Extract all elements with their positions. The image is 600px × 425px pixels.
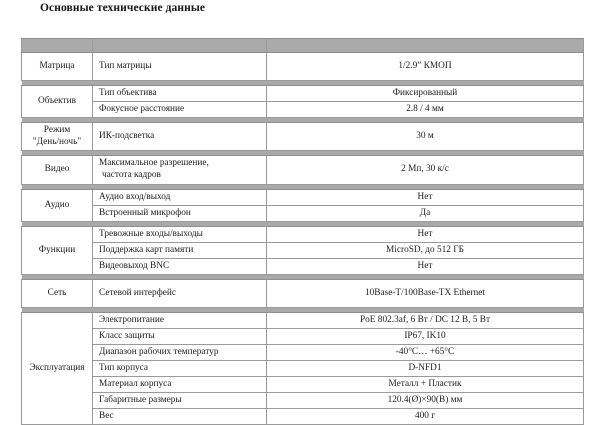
parameter-name-line: Поддержка карт памяти [99,244,194,255]
group-name-line: Эксплуатация [29,362,85,373]
parameter-name-line: Материал корпуса [99,378,172,389]
parameter-name-cell [93,280,267,308]
parameter-name-line: Тип объектива [99,87,157,98]
table-row [22,243,584,259]
table-row [22,227,584,243]
group-name-line: Режим [43,125,71,136]
parameter-name-line: Электропитание [99,314,164,325]
parameter-name-cell [93,243,267,259]
table-row [22,393,584,409]
table-row [22,361,584,377]
group-name-cell [22,86,93,118]
header-band-cell-param [93,39,267,53]
parameter-value-cell: Да [267,206,584,222]
group-name-line: "День/ночь" [32,136,82,147]
parameter-name-line: Тип матрицы [99,60,152,71]
parameter-name-line: частота кадров [102,170,161,180]
parameter-name-cell [93,206,267,222]
parameter-name-cell [93,86,267,102]
parameter-value-cell: Металл + Пластик [267,377,584,393]
parameter-name-line: Сетевой интерфейс [99,287,176,298]
parameter-name-line: Фокусное расстояние [99,103,185,114]
table-row [22,53,584,81]
header-band-cell-value [267,39,584,53]
header-band-cell-group [22,39,93,53]
parameter-name-line: Максимальное разрешение, [99,158,209,169]
parameter-name-cell [93,259,267,275]
parameter-name-line: ИК-подсветка [99,130,155,141]
parameter-name-line: Тревожные входы/выходы [99,228,203,239]
parameter-name-line: Класс защиты [99,330,155,341]
parameter-value-cell: Нет [267,227,584,243]
group-name-line: Матрица [39,60,75,71]
parameter-name-cell [93,102,267,118]
parameter-value-cell: D-NFD1 [267,361,584,377]
group-name-cell [22,227,93,275]
parameter-name-cell [93,313,267,329]
table-row [22,280,584,308]
parameter-name-line: Тип корпуса [99,362,149,373]
parameter-name-cell [93,156,267,185]
table-row [22,190,584,206]
group-name-cell [22,123,93,151]
parameter-value-cell: Нет [267,190,584,206]
table-row [22,86,584,102]
parameter-value-cell: Нет [267,259,584,275]
table-row [22,102,584,118]
parameter-name-line: Вес [99,410,114,421]
parameter-name-cell [93,227,267,243]
parameter-value-cell: Фиксированный [267,86,584,102]
group-name-line: Объектив [38,95,76,106]
group-name-cell [22,280,93,308]
parameter-value-cell: 10Base-T/100Base-TX Ethernet [267,280,584,308]
parameter-name-line: Диапазон рабочих температур [99,346,219,357]
table-row [22,329,584,345]
group-name-cell [22,156,93,185]
parameter-value-cell: 2 Мп, 30 к/с [267,156,584,185]
parameter-name-line: Габаритные размеры [99,394,182,405]
table-row [22,377,584,393]
parameter-value-cell: 2.8 / 4 мм [267,102,584,118]
parameter-name-cell [93,361,267,377]
parameter-name-cell [93,393,267,409]
parameter-value-cell: 120.4(Ø)×90(В) мм [267,393,584,409]
parameter-name-line: Встроенный микрофон [99,207,191,218]
table-row [22,259,584,275]
parameter-name-cell [93,409,267,425]
table-row [22,156,584,185]
parameter-value-cell: 1/2.9” КМОП [267,53,584,81]
parameter-name-cell [93,329,267,345]
table-row [22,123,584,151]
group-name-cell [22,313,93,425]
table-body [22,39,584,425]
group-name-line: Функции [38,244,76,255]
parameter-name-cell [93,53,267,81]
group-name-line: Сеть [47,287,67,298]
group-name-cell [22,190,93,222]
parameter-name-cell [93,345,267,361]
page-title: Основные технические данные [40,2,206,14]
group-name-cell [22,53,93,81]
parameter-value-cell: IP67, IK10 [267,329,584,345]
parameter-value-cell: -40°C… +65°C [267,345,584,361]
table-row [22,313,584,329]
table-row [22,409,584,425]
parameter-name-cell [93,123,267,151]
specifications-table [21,38,584,425]
group-name-line: Видео [44,164,70,175]
parameter-name-cell [93,377,267,393]
parameter-name-line: Аудио вход/выход [99,191,171,202]
parameter-value-cell: 400 г [267,409,584,425]
parameter-value-cell: 30 м [267,123,584,151]
parameter-name-cell [93,190,267,206]
parameter-value-cell: MicroSD, до 512 ГБ [267,243,584,259]
table-row [22,345,584,361]
table-row [22,206,584,222]
parameter-name-line: Видеовыход BNC [99,260,170,271]
parameter-value-cell: PoE 802.3af, 6 Вт / DC 12 В, 5 Вт [267,313,584,329]
table-header-band [22,39,584,53]
group-name-line: Аудио [44,199,70,210]
